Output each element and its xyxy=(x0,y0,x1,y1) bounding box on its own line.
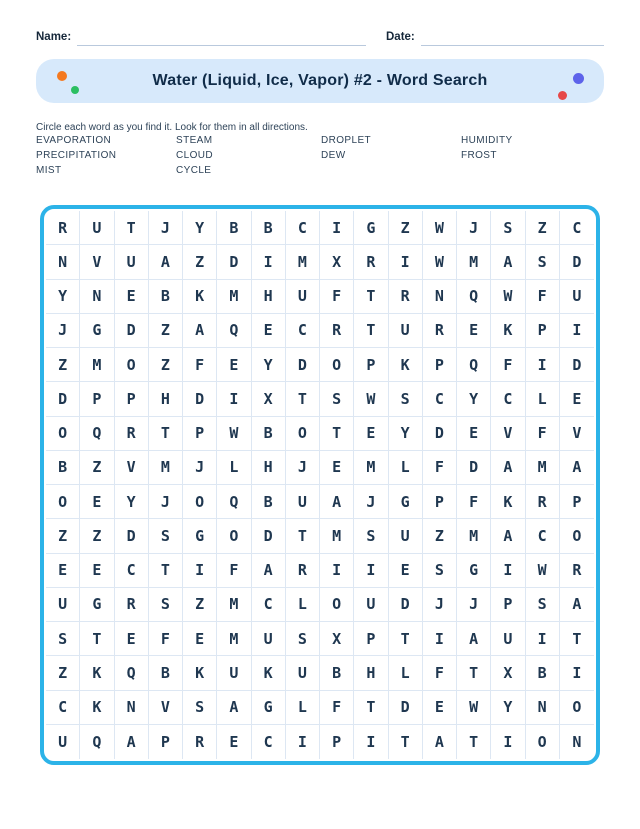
grid-cell[interactable]: I xyxy=(354,725,388,759)
grid-cell[interactable]: D xyxy=(183,382,217,416)
grid-cell[interactable]: E xyxy=(217,348,251,382)
grid-cell[interactable]: H xyxy=(252,280,286,314)
grid-cell[interactable]: Y xyxy=(183,211,217,245)
grid-cell[interactable]: A xyxy=(560,451,594,485)
grid-cell[interactable]: R xyxy=(560,554,594,588)
grid-cell[interactable]: O xyxy=(320,588,354,622)
grid-cell[interactable]: J xyxy=(286,451,320,485)
grid-cell[interactable]: Z xyxy=(149,314,183,348)
grid-cell[interactable]: V xyxy=(115,451,149,485)
grid-cell[interactable]: U xyxy=(389,519,423,553)
grid-cell[interactable]: S xyxy=(149,519,183,553)
grid-cell[interactable]: K xyxy=(491,485,525,519)
grid-cell[interactable]: S xyxy=(286,622,320,656)
grid-cell[interactable]: T xyxy=(286,519,320,553)
grid-cell[interactable]: V xyxy=(80,245,114,279)
grid-cell[interactable]: Z xyxy=(46,519,80,553)
grid-cell[interactable]: J xyxy=(457,211,491,245)
grid-cell[interactable]: D xyxy=(560,245,594,279)
grid-cell[interactable]: P xyxy=(149,725,183,759)
date-label: Date: xyxy=(386,31,415,43)
grid-cell[interactable]: V xyxy=(491,417,525,451)
grid-cell[interactable]: C xyxy=(286,211,320,245)
grid-cell[interactable]: P xyxy=(526,314,560,348)
grid-cell[interactable]: F xyxy=(526,280,560,314)
grid-cell[interactable]: E xyxy=(217,725,251,759)
grid-cell[interactable]: U xyxy=(80,211,114,245)
grid-cell[interactable]: G xyxy=(80,314,114,348)
grid-cell[interactable]: O xyxy=(286,417,320,451)
word-list-item: STEAM xyxy=(176,135,213,146)
grid-cell[interactable]: T xyxy=(354,314,388,348)
grid-cell[interactable]: B xyxy=(149,656,183,690)
name-label: Name: xyxy=(36,31,72,43)
grid-cell[interactable]: R xyxy=(286,554,320,588)
word-list-item: MIST xyxy=(36,165,62,177)
grid-cell[interactable]: C xyxy=(491,382,525,416)
grid-cell[interactable]: H xyxy=(149,382,183,416)
grid-cell[interactable]: M xyxy=(354,451,388,485)
grid-cell[interactable]: P xyxy=(354,622,388,656)
grid-cell[interactable]: S xyxy=(423,554,457,588)
grid-cell[interactable]: Q xyxy=(457,280,491,314)
grid-cell[interactable]: Q xyxy=(115,656,149,690)
grid-cell[interactable]: A xyxy=(423,725,457,759)
red-dot xyxy=(558,91,567,100)
grid-cell[interactable]: F xyxy=(423,656,457,690)
grid-cell[interactable]: K xyxy=(183,280,217,314)
grid-cell[interactable]: C xyxy=(560,211,594,245)
grid-cell[interactable]: M xyxy=(80,348,114,382)
grid-cell[interactable]: G xyxy=(252,691,286,725)
grid-cell[interactable]: Q xyxy=(457,348,491,382)
grid-cell[interactable]: J xyxy=(457,588,491,622)
word-list-item: DROPLET xyxy=(321,135,372,146)
grid-cell[interactable]: A xyxy=(491,451,525,485)
grid-cell[interactable]: F xyxy=(491,348,525,382)
grid-cell[interactable]: I xyxy=(491,554,525,588)
grid-cell[interactable]: C xyxy=(46,691,80,725)
word-list-item: CYCLE xyxy=(176,165,212,177)
title-banner xyxy=(36,59,604,103)
grid-cell[interactable]: P xyxy=(491,588,525,622)
grid-cell[interactable]: J xyxy=(46,314,80,348)
grid-cell[interactable]: X xyxy=(320,622,354,656)
grid-cell[interactable]: G xyxy=(389,485,423,519)
grid-cell[interactable]: L xyxy=(217,451,251,485)
grid-cell[interactable]: B xyxy=(149,280,183,314)
date-field xyxy=(386,32,604,46)
grid-cell[interactable]: M xyxy=(217,588,251,622)
grid-cell[interactable]: E xyxy=(80,485,114,519)
grid-cell[interactable]: Q xyxy=(217,485,251,519)
grid-cell[interactable]: E xyxy=(46,554,80,588)
grid-cell[interactable]: R xyxy=(423,314,457,348)
grid-cell[interactable]: A xyxy=(149,245,183,279)
grid-cell[interactable]: P xyxy=(80,382,114,416)
grid-cell[interactable]: B xyxy=(252,211,286,245)
grid-cell[interactable]: J xyxy=(149,485,183,519)
grid-cell[interactable]: L xyxy=(286,588,320,622)
grid-cell[interactable]: O xyxy=(115,348,149,382)
grid-cell[interactable]: D xyxy=(115,314,149,348)
grid-cell[interactable]: E xyxy=(183,622,217,656)
grid-cell[interactable]: G xyxy=(354,211,388,245)
grid-cell[interactable]: A xyxy=(217,691,251,725)
grid-cell[interactable]: U xyxy=(46,725,80,759)
grid-cell[interactable]: E xyxy=(457,417,491,451)
grid-cell[interactable]: G xyxy=(80,588,114,622)
grid-cell[interactable]: P xyxy=(320,725,354,759)
grid-cell[interactable]: A xyxy=(320,485,354,519)
grid-cell[interactable]: O xyxy=(46,417,80,451)
grid-cell[interactable]: U xyxy=(491,622,525,656)
grid-cell[interactable]: Y xyxy=(389,417,423,451)
grid-cell[interactable]: T xyxy=(320,417,354,451)
grid-cell[interactable]: R xyxy=(115,417,149,451)
grid-cell[interactable]: T xyxy=(149,554,183,588)
grid-cell[interactable]: E xyxy=(320,451,354,485)
word-grid xyxy=(46,211,594,759)
grid-cell[interactable]: R xyxy=(115,588,149,622)
grid-cell[interactable]: W xyxy=(423,211,457,245)
word-list-item: CLOUD xyxy=(176,150,214,162)
grid-cell[interactable]: G xyxy=(183,519,217,553)
grid-cell[interactable]: E xyxy=(115,622,149,656)
grid-cell[interactable]: F xyxy=(320,691,354,725)
grid-cell[interactable]: I xyxy=(217,382,251,416)
grid-cell[interactable]: P xyxy=(183,417,217,451)
word-list-item: DEW xyxy=(321,150,346,162)
grid-cell[interactable]: O xyxy=(320,348,354,382)
grid-cell[interactable]: N xyxy=(572,732,582,751)
grid-cell[interactable]: T xyxy=(286,382,320,416)
grid-cell[interactable]: I xyxy=(526,348,560,382)
grid-cell[interactable]: F xyxy=(457,485,491,519)
grid-cell[interactable]: R xyxy=(526,485,560,519)
name-field xyxy=(36,32,366,46)
grid-cell[interactable]: J xyxy=(354,485,388,519)
grid-cell[interactable]: M xyxy=(320,519,354,553)
grid-cell[interactable]: U xyxy=(286,656,320,690)
grid-cell[interactable]: U xyxy=(286,485,320,519)
grid-cell[interactable]: I xyxy=(354,554,388,588)
grid-cell[interactable]: I xyxy=(560,314,594,348)
grid-cell[interactable]: P xyxy=(423,485,457,519)
grid-cell[interactable]: T xyxy=(149,417,183,451)
grid-cell[interactable]: V xyxy=(149,691,183,725)
grid-cell[interactable]: S xyxy=(491,211,525,245)
grid-cell[interactable]: S xyxy=(526,245,560,279)
grid-cell[interactable]: L xyxy=(526,382,560,416)
grid-cell[interactable]: E xyxy=(560,382,594,416)
grid-cell[interactable]: H xyxy=(354,656,388,690)
grid-cell[interactable]: E xyxy=(389,554,423,588)
name-date-row xyxy=(36,32,604,46)
grid-cell[interactable]: N xyxy=(46,245,80,279)
grid-cell[interactable]: D xyxy=(252,519,286,553)
grid-cell[interactable]: J xyxy=(423,588,457,622)
grid-cell[interactable]: U xyxy=(115,245,149,279)
grid-cell[interactable]: P xyxy=(115,382,149,416)
grid-cell[interactable]: K xyxy=(80,691,114,725)
grid-cell[interactable]: A xyxy=(560,588,594,622)
grid-cell[interactable]: E xyxy=(457,314,491,348)
grid-cell[interactable]: W xyxy=(457,691,491,725)
grid-cell[interactable]: Z xyxy=(80,451,114,485)
grid-cell[interactable]: M xyxy=(457,245,491,279)
word-list xyxy=(36,133,604,179)
grid-cell[interactable]: A xyxy=(252,554,286,588)
grid-cell[interactable]: E xyxy=(80,554,114,588)
grid-cell[interactable]: K xyxy=(252,656,286,690)
grid-cell[interactable]: M xyxy=(286,245,320,279)
grid-cell[interactable]: W xyxy=(354,382,388,416)
grid-cell[interactable]: B xyxy=(320,656,354,690)
grid-cell[interactable]: Q xyxy=(217,314,251,348)
grid-cell[interactable]: M xyxy=(457,519,491,553)
grid-cell[interactable]: C xyxy=(252,588,286,622)
grid-cell[interactable]: O xyxy=(46,485,80,519)
grid-cell[interactable]: S xyxy=(354,519,388,553)
grid-cell[interactable]: I xyxy=(183,554,217,588)
grid-cell[interactable]: V xyxy=(560,417,594,451)
grid-cell[interactable]: I xyxy=(320,554,354,588)
word-list-item: PRECIPITATION xyxy=(36,150,117,162)
grid-cell[interactable]: L xyxy=(389,656,423,690)
grid-cell[interactable]: W xyxy=(491,280,525,314)
grid-cell[interactable]: R xyxy=(389,280,423,314)
grid-cell[interactable]: P xyxy=(560,485,594,519)
word-list-item: HUMIDITY xyxy=(461,135,513,146)
grid-cell[interactable]: Y xyxy=(46,280,80,314)
grid-cell[interactable]: F xyxy=(217,554,251,588)
grid-cell[interactable]: T xyxy=(389,725,423,759)
grid-cell[interactable]: O xyxy=(560,691,594,725)
grid-cell[interactable]: S xyxy=(320,382,354,416)
grid-cell[interactable]: C xyxy=(526,519,560,553)
grid-cell[interactable]: K xyxy=(183,656,217,690)
word-list-item: EVAPORATION xyxy=(36,135,112,146)
grid-cell[interactable]: I xyxy=(560,656,594,690)
grid-cell[interactable]: P xyxy=(423,348,457,382)
grid-cell[interactable]: Z xyxy=(80,519,114,553)
grid-cell[interactable]: H xyxy=(252,451,286,485)
grid-cell[interactable]: T xyxy=(354,280,388,314)
grid-cell[interactable]: X xyxy=(320,245,354,279)
grid-cell[interactable]: Y xyxy=(491,691,525,725)
grid-cell[interactable]: E xyxy=(115,280,149,314)
grid-cell[interactable]: Y xyxy=(457,382,491,416)
grid-cell[interactable]: A xyxy=(183,314,217,348)
grid-cell[interactable]: I xyxy=(286,725,320,759)
grid-cell[interactable]: J xyxy=(149,211,183,245)
grid-cell[interactable]: D xyxy=(560,348,594,382)
grid-cell[interactable]: N xyxy=(526,691,560,725)
violet-dot xyxy=(573,73,584,84)
grid-cell[interactable]: D xyxy=(217,245,251,279)
green-dot xyxy=(71,86,79,94)
grid-cell[interactable]: E xyxy=(252,314,286,348)
grid-cell[interactable]: Y xyxy=(252,348,286,382)
grid-cell[interactable]: J xyxy=(183,451,217,485)
grid-cell[interactable]: B xyxy=(46,451,80,485)
grid-cell[interactable]: S xyxy=(389,382,423,416)
word-list-item: FROST xyxy=(461,150,497,162)
grid-cell[interactable]: M xyxy=(217,280,251,314)
grid-cell[interactable]: A xyxy=(491,519,525,553)
grid-cell[interactable]: D xyxy=(389,691,423,725)
grid-cell[interactable]: A xyxy=(457,622,491,656)
grid-cell[interactable]: D xyxy=(423,417,457,451)
grid-cell[interactable]: Z xyxy=(149,348,183,382)
grid-cell[interactable]: I xyxy=(423,622,457,656)
grid-cell[interactable]: U xyxy=(252,622,286,656)
grid-cell[interactable]: D xyxy=(286,348,320,382)
grid-cell[interactable]: B xyxy=(252,485,286,519)
grid-cell[interactable]: Z xyxy=(423,519,457,553)
grid-cell[interactable]: A xyxy=(115,725,149,759)
grid-cell[interactable]: O xyxy=(560,519,594,553)
grid-cell[interactable]: M xyxy=(149,451,183,485)
grid-cell[interactable]: X xyxy=(252,382,286,416)
grid-cell[interactable]: F xyxy=(320,280,354,314)
grid-cell[interactable]: T xyxy=(457,656,491,690)
grid-cell[interactable]: C xyxy=(115,554,149,588)
grid-cell[interactable]: U xyxy=(389,314,423,348)
grid-cell[interactable]: U xyxy=(217,656,251,690)
grid-cell[interactable]: R xyxy=(183,725,217,759)
grid-cell[interactable]: T xyxy=(80,622,114,656)
grid-cell[interactable]: W xyxy=(526,554,560,588)
grid-cell[interactable]: Q xyxy=(80,725,114,759)
grid-cell[interactable]: M xyxy=(526,451,560,485)
name-input-line[interactable] xyxy=(77,33,366,46)
grid-cell[interactable]: U xyxy=(560,280,594,314)
grid-cell[interactable]: T xyxy=(389,622,423,656)
grid-cell[interactable]: Z xyxy=(526,211,560,245)
grid-cell[interactable]: O xyxy=(526,725,560,759)
date-input-line[interactable] xyxy=(421,33,604,46)
grid-cell[interactable]: Z xyxy=(46,348,80,382)
grid-cell[interactable]: C xyxy=(423,382,457,416)
grid-cell[interactable]: N xyxy=(80,280,114,314)
grid-cell[interactable]: F xyxy=(183,348,217,382)
grid-cell[interactable]: S xyxy=(183,691,217,725)
grid-cell[interactable]: K xyxy=(491,314,525,348)
grid-cell[interactable]: T xyxy=(115,211,149,245)
grid-cell[interactable]: K xyxy=(389,348,423,382)
grid-cell[interactable]: I xyxy=(389,245,423,279)
grid-cell[interactable]: L xyxy=(286,691,320,725)
grid-cell[interactable]: T xyxy=(560,622,594,656)
grid-cell[interactable]: F xyxy=(526,417,560,451)
grid-cell[interactable]: X xyxy=(491,656,525,690)
grid-cell[interactable]: R xyxy=(354,245,388,279)
grid-cell[interactable]: U xyxy=(46,588,80,622)
grid-cell[interactable]: D xyxy=(115,519,149,553)
grid-cell[interactable]: W xyxy=(217,417,251,451)
grid-cell[interactable]: I xyxy=(320,211,354,245)
grid-cell[interactable]: Z xyxy=(183,245,217,279)
grid-cell[interactable]: U xyxy=(354,588,388,622)
grid-cell[interactable]: M xyxy=(217,622,251,656)
grid-cell[interactable]: N xyxy=(115,691,149,725)
grid-cell[interactable]: R xyxy=(46,211,80,245)
grid-cell[interactable]: S xyxy=(149,588,183,622)
grid-cell[interactable]: I xyxy=(491,725,525,759)
grid-cell[interactable]: B xyxy=(252,417,286,451)
orange-dot xyxy=(57,71,67,81)
grid-cell[interactable]: Z xyxy=(46,656,80,690)
grid-cell[interactable]: O xyxy=(217,519,251,553)
grid-cell[interactable]: I xyxy=(252,245,286,279)
grid-cell[interactable]: Z xyxy=(389,211,423,245)
grid-cell[interactable]: F xyxy=(423,451,457,485)
grid-cell[interactable]: E xyxy=(354,417,388,451)
grid-cell[interactable]: R xyxy=(320,314,354,348)
grid-cell[interactable]: B xyxy=(217,211,251,245)
grid-cell[interactable]: U xyxy=(286,280,320,314)
grid-cell[interactable]: S xyxy=(526,588,560,622)
grid-cell[interactable]: S xyxy=(46,622,80,656)
grid-cell[interactable]: T xyxy=(457,725,491,759)
grid-cell[interactable]: D xyxy=(389,588,423,622)
grid-cell[interactable]: E xyxy=(423,691,457,725)
grid-cell[interactable]: D xyxy=(46,382,80,416)
grid-cell[interactable]: A xyxy=(491,245,525,279)
grid-cell[interactable]: O xyxy=(183,485,217,519)
grid-cell[interactable]: T xyxy=(354,691,388,725)
grid-cell[interactable]: W xyxy=(423,245,457,279)
grid-cell[interactable]: C xyxy=(286,314,320,348)
grid-cell[interactable]: K xyxy=(80,656,114,690)
instructions-text: Circle each word as you find it. Look for them in all directions. xyxy=(36,122,308,133)
puzzle-frame xyxy=(40,205,600,765)
grid-cell[interactable]: Z xyxy=(183,588,217,622)
grid-cell[interactable]: P xyxy=(354,348,388,382)
grid-cell[interactable]: F xyxy=(149,622,183,656)
grid-cell[interactable]: L xyxy=(389,451,423,485)
grid-cell[interactable]: N xyxy=(423,280,457,314)
grid-cell[interactable]: D xyxy=(457,451,491,485)
grid-cell[interactable]: Q xyxy=(80,417,114,451)
grid-cell[interactable]: I xyxy=(526,622,560,656)
grid-cell[interactable]: Y xyxy=(115,485,149,519)
grid-cell[interactable]: G xyxy=(457,554,491,588)
page-title: Water (Liquid, Ice, Vapor) #2 - Word Search xyxy=(152,72,488,89)
grid-cell[interactable]: B xyxy=(526,656,560,690)
grid-cell[interactable]: C xyxy=(252,725,286,759)
